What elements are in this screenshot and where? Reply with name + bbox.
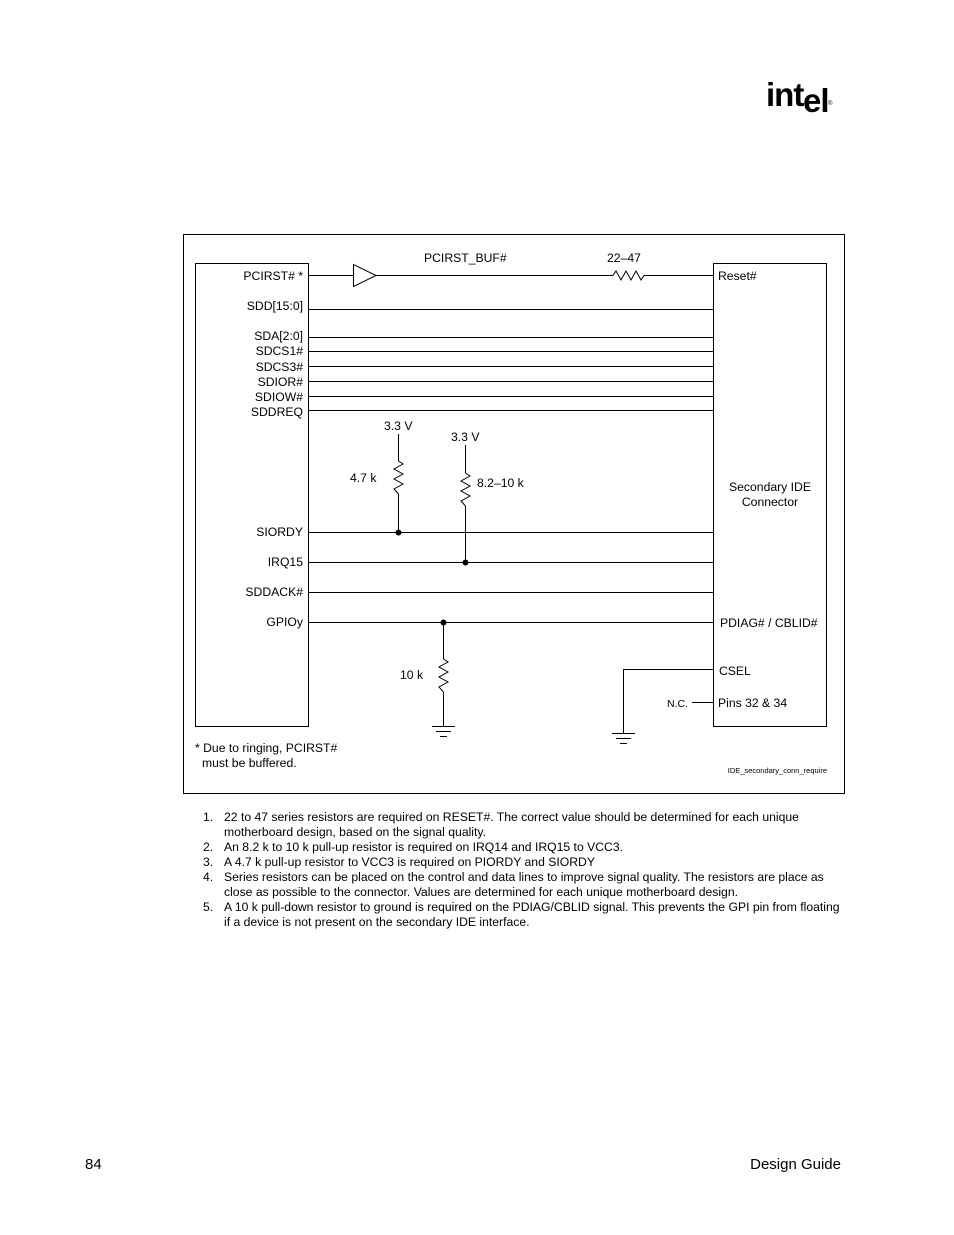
signal-label-irq15: IRQ15 <box>267 555 303 569</box>
page-number: 84 <box>85 1156 102 1173</box>
logo-text-int: int <box>766 76 804 113</box>
label-series-resistor: 22–47 <box>607 251 641 265</box>
label-pcirst-buf: PCIRST_BUF# <box>424 251 507 265</box>
label-connector-line2: Connector <box>741 495 799 509</box>
note-number: 5. <box>203 899 214 914</box>
pullup1-value: 4.7 k <box>350 471 377 485</box>
buffer-symbol <box>354 265 377 287</box>
pullup2-value: 8.2–10 k <box>477 476 524 490</box>
label-nc: N.C. <box>667 698 688 710</box>
signal-label-pcirst: PCIRST# * <box>243 269 303 283</box>
series-resistor <box>613 271 644 280</box>
note-number: 1. <box>203 810 214 824</box>
pullup1-resistor <box>394 461 403 494</box>
notes-list <box>203 810 843 930</box>
signal-label-siordy: SIORDY <box>256 525 303 539</box>
note-number: 4. <box>203 870 214 885</box>
label-connector-line1: Secondary IDE <box>729 480 811 494</box>
pullup1-voltage: 3.3 V <box>384 419 413 433</box>
label-pdiag: PDIAG# / CBLID# <box>720 616 818 630</box>
signal-label-sda: SDA[2:0] <box>254 329 303 343</box>
label-pins: Pins 32 & 34 <box>718 696 788 710</box>
note-text: A 10 k pull-down resistor to ground is required on the PDIAG/CBLID signal. This prevents the GPI pin from floating if a device is not present on the secondary IDE interface. <box>224 899 840 929</box>
ground-icon <box>612 734 635 744</box>
note-text: A 4.7 k pull-up resistor to VCC3 is required on PIORDY and SIORDY <box>224 854 595 869</box>
note-item <box>203 855 843 870</box>
logo-text-el: el <box>803 82 829 118</box>
note-text: 22 to 47 series resistors are required on RESET#. The correct value should be determined for each unique motherboard design, based on the signal quality. <box>224 810 799 839</box>
footnote-line1: * Due to ringing, PCIRST# <box>195 741 338 755</box>
signal-label-sddack: SDDACK# <box>245 585 303 599</box>
pullup1-junction <box>396 530 402 536</box>
note-item <box>203 870 843 899</box>
label-csel: CSEL <box>719 664 751 678</box>
ground-icon <box>432 727 455 737</box>
footnote-line2: must be buffered. <box>202 756 297 770</box>
note-text: Series resistors can be placed on the control and data lines to improve signal quality. The resistors are place as close as possible to the connector. Values are determined for each unique motherboard design. <box>224 870 824 899</box>
figure-id: IDE_secondary_conn_require <box>727 766 827 775</box>
note-item <box>203 840 843 855</box>
pullup2-junction <box>463 560 469 566</box>
note-item <box>203 900 843 929</box>
note-number: 3. <box>203 854 214 869</box>
signal-label-sdcs3: SDCS3# <box>255 360 303 374</box>
logo-registered-mark: ® <box>828 101 833 107</box>
note-number: 2. <box>203 839 214 854</box>
pullup2-voltage: 3.3 V <box>451 430 480 444</box>
signal-label-gpioy: GPIOy <box>266 615 303 629</box>
note-item <box>203 810 843 839</box>
pulldown-resistor <box>439 659 448 692</box>
signal-label-sddreq: SDDREQ <box>250 405 303 419</box>
signal-label-sdiow: SDIOW# <box>254 390 303 404</box>
note-text: An 8.2 k to 10 k pull-up resistor is required on IRQ14 and IRQ15 to VCC3. <box>224 839 624 854</box>
pullup2-resistor <box>461 473 470 506</box>
signal-label-sdcs1: SDCS1# <box>255 344 303 358</box>
document-title: Design Guide <box>750 1156 841 1173</box>
pulldown-value: 10 k <box>400 668 424 682</box>
signal-label-sdior: SDIOR# <box>257 375 303 389</box>
label-reset: Reset# <box>718 269 757 283</box>
signal-label-sdd: SDD[15:0] <box>246 299 303 313</box>
